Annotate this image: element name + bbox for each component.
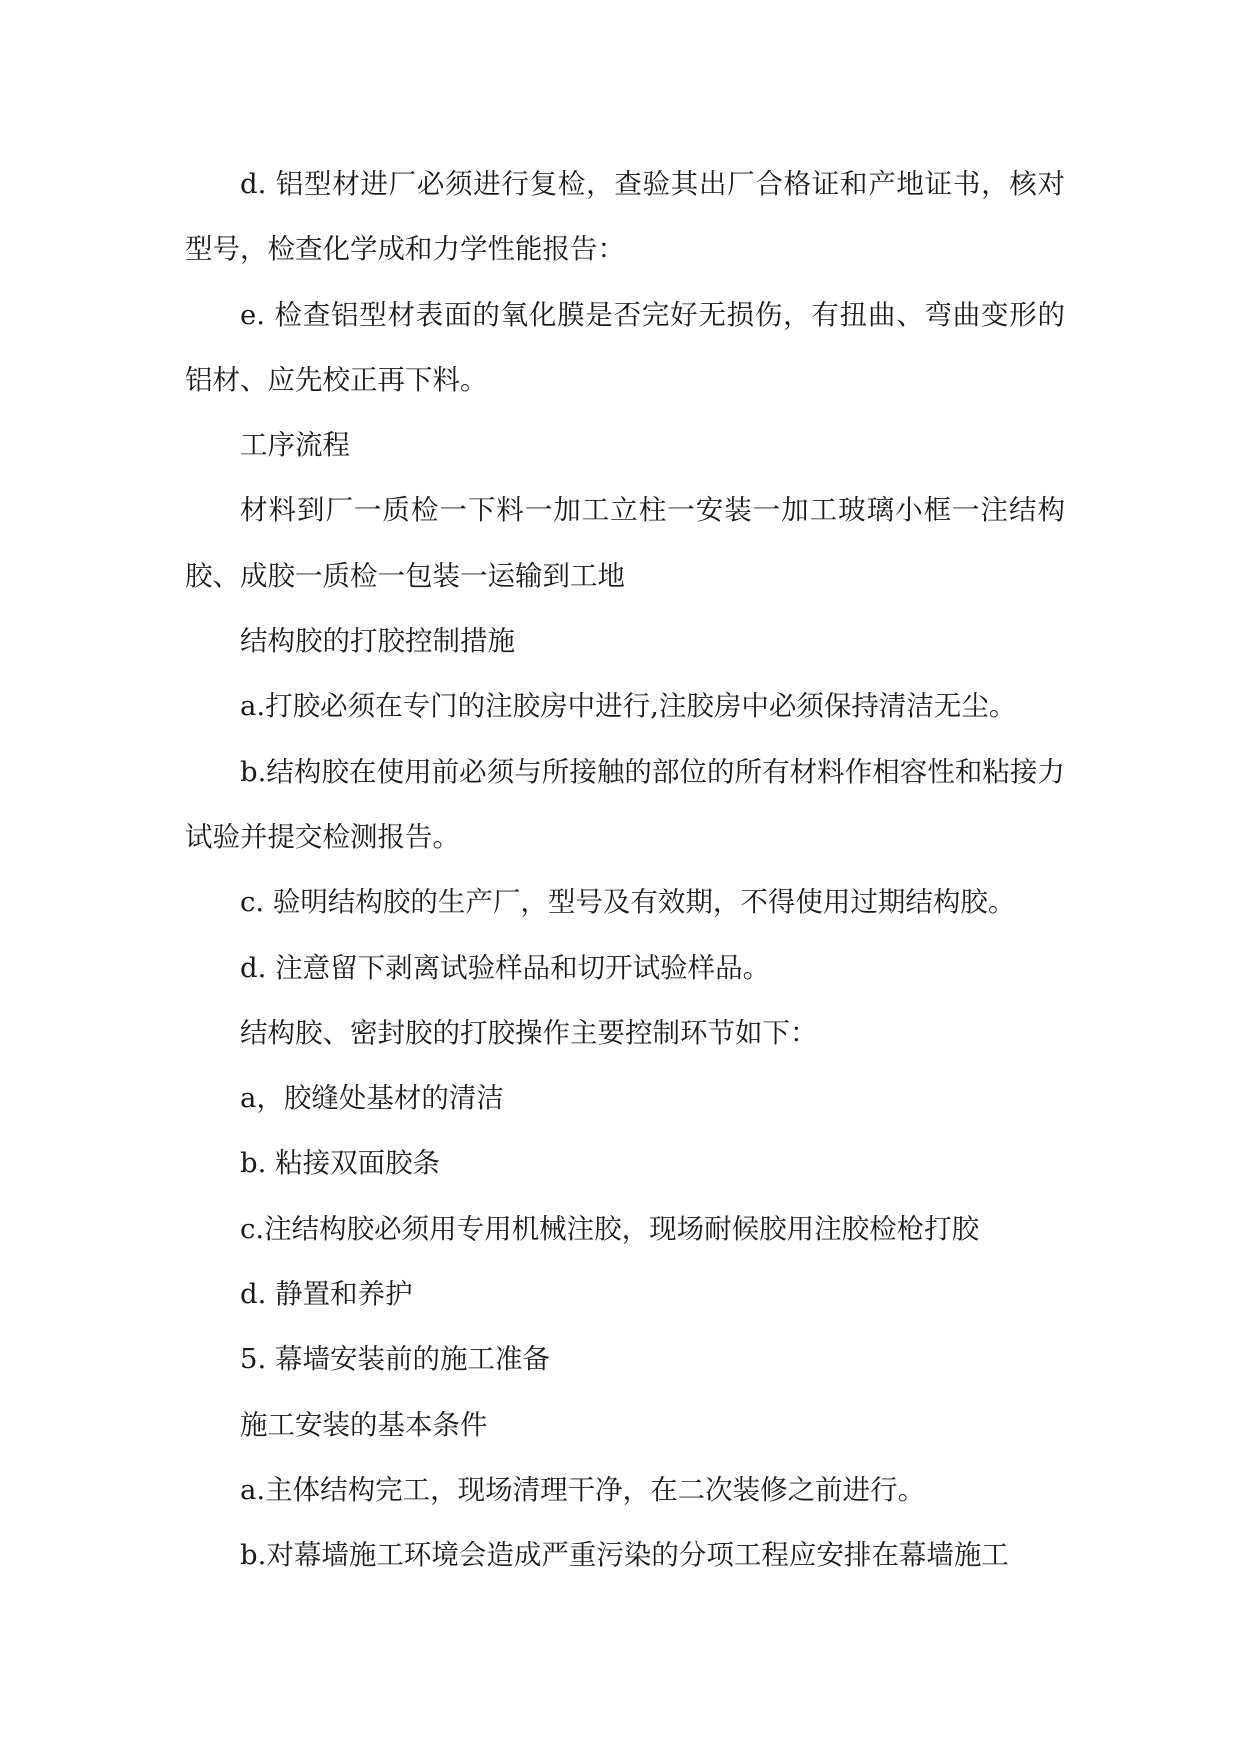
- heading-basic-conditions: 施工安装的基本条件: [240, 1408, 488, 1441]
- paragraph-sealant-room: a.打胶必须在专门的注胶房中进行,注胶房中必须保持清洁无尘。: [240, 690, 1017, 723]
- heading-key-steps: 结构胶、密封胶的打胶操作主要控制环节如下：: [240, 1016, 818, 1049]
- paragraph-machine-injection: c.注结构胶必须用专用机械注胶，现场耐候胶用注胶检枪打胶: [240, 1212, 980, 1245]
- document-body: [185, 152, 1065, 1589]
- paragraph-curing: d. 静置和养护: [240, 1278, 413, 1311]
- paragraph-process-steps: 材料到厂一质检一下料一加工立柱一安装一加工玻璃小框一注结构胶、成胶一质检一包装一运输到工地: [185, 494, 1065, 592]
- paragraph-inspect-profiles: d. 铝型材进厂必须进行复检，查验其出厂合格证和产地证书，核对型号，检查化学成和力学性能报告：: [185, 168, 1065, 266]
- paragraph-verify-manufacturer: c. 验明结构胶的生产厂，型号及有效期，不得使用过期结构胶。: [240, 886, 1016, 919]
- heading-process-flow: 工序流程: [240, 429, 350, 462]
- paragraph-test-samples: d. 注意留下剥离试验样品和切开试验样品。: [240, 951, 771, 984]
- paragraph-structure-complete: a.主体结构完工，现场清理干净，在二次装修之前进行。: [240, 1473, 926, 1506]
- paragraph-pollution-scheduling: b.对幕墙施工环境会造成严重污染的分项工程应安排在幕墙施工: [240, 1539, 1009, 1572]
- paragraph-clean-substrate: a，胶缝处基材的清洁: [240, 1082, 504, 1115]
- paragraph-double-sided-tape: b. 粘接双面胶条: [240, 1147, 441, 1180]
- heading-sealant-control: 结构胶的打胶控制措施: [240, 625, 515, 658]
- paragraph-oxide-film-check: e. 检查铝型材表面的氧化膜是否完好无损伤，有扭曲、弯曲变形的铝材、应先校正再下料。: [185, 298, 1065, 396]
- paragraph-compatibility-test: b.结构胶在使用前必须与所接触的部位的所有材料作相容性和粘接力试验并提交检测报告。: [185, 755, 1065, 853]
- heading-section-5: 5. 幕墙安装前的施工准备: [240, 1343, 550, 1376]
